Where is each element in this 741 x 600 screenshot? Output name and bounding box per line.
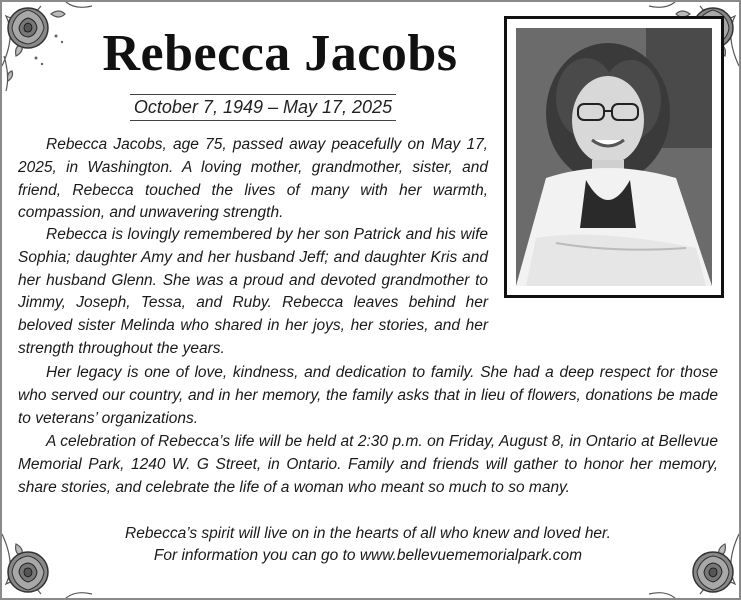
closing-line-website: For information you can go to www.bellevuememorialpark.com [153, 547, 583, 564]
obituary-paragraph-legacy: Her legacy is one of love, kindness, and dedication to family. She had a deep respect for those who served our country, and in her memory, the family asks that in lieu of flowers, donations be made to veterans’ organizations. [18, 364, 718, 427]
deceased-name: Rebecca Jacobs [102, 25, 458, 82]
obituary-paragraph-intro: Rebecca Jacobs, age 75, passed away peacefully on May 17, 2025, in Washington. A loving mother, grandmother, sister, and friend, Rebecca touched the lives of many with her warmth, compassion, and unwavering strength. [18, 136, 488, 222]
life-dates: October 7, 1949 – May 17, 2025 [130, 94, 396, 121]
obituary-paragraph-family-text: Rebecca is lovingly remembered by her son Patrick and his wife Sophia; daughter Amy and her husband Jeff; and daughter Kris and her husband Glenn. She was a proud and devoted grandmother to Jimmy, Joseph, Tessa, and Ruby. Rebecca leaves behind her beloved sister Melinda who shared in her joys, her stories, and her strength throughout the years. [18, 226, 488, 357]
obituary-paragraph-service: A celebration of Rebecca’s life will be held at 2:30 p.m. on Friday, August 8, in Ontario at Bellevue Memorial Park, 1240 W. G Street, in Ontario. Family and friends will gather to honor her memory, share stories, and celebrate the life of a woman who meant so much to so many. [18, 433, 718, 496]
closing-line-spirit: Rebecca’s spirit will live on in the hearts of all who knew and loved her. [125, 525, 611, 542]
obituary-paragraph-family [18, 224, 718, 361]
